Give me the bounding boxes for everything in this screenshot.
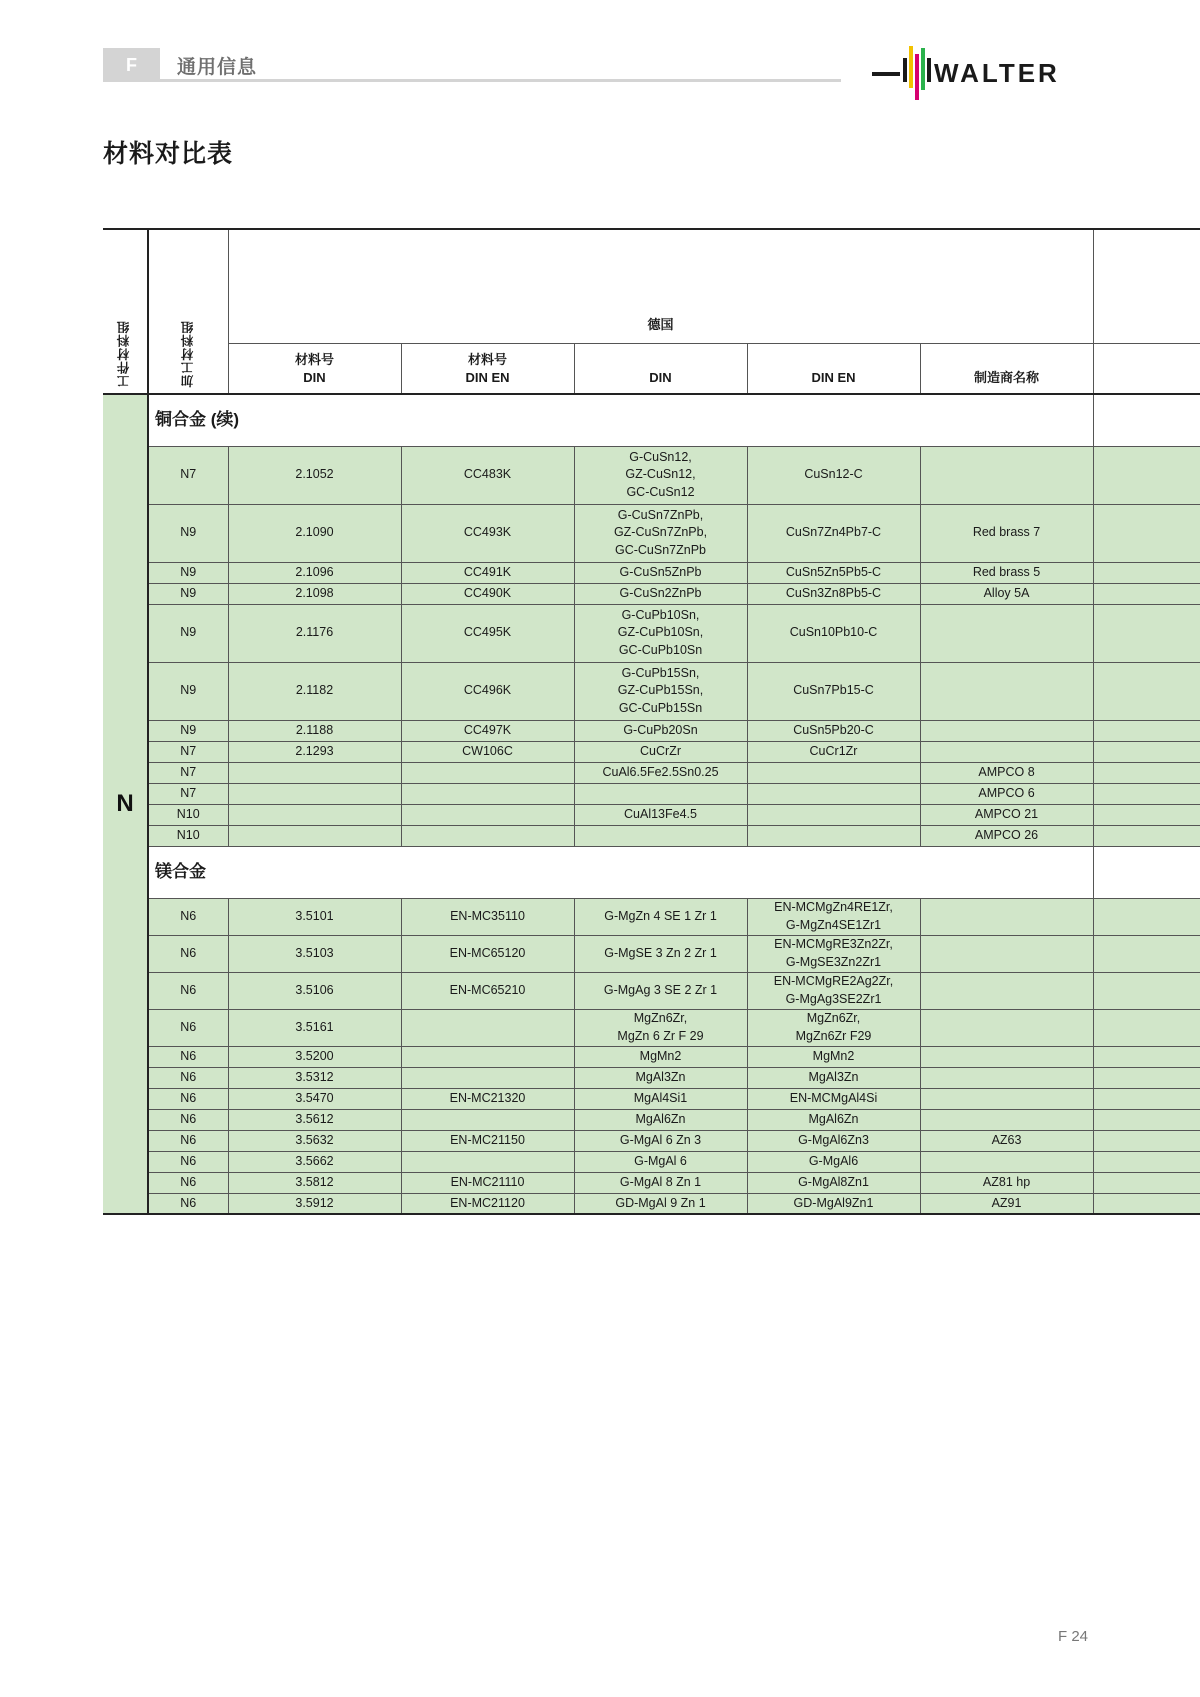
din-en-cell: CuSn10Pb10-C xyxy=(747,604,920,662)
manufacturer-cell xyxy=(920,604,1093,662)
material-group-cell: N9 xyxy=(148,583,228,604)
table-row xyxy=(103,720,1200,741)
next-country-cell xyxy=(1093,1151,1200,1172)
next-country-cell xyxy=(1093,804,1200,825)
next-country-subheader xyxy=(1093,343,1200,394)
manufacturer-cell xyxy=(920,1009,1093,1046)
din-en-number-cell: CC490K xyxy=(401,583,574,604)
manufacturer-cell: Red brass 5 xyxy=(920,562,1093,583)
din-cell: MgMn2 xyxy=(574,1046,747,1067)
next-country-cell xyxy=(1093,1046,1200,1067)
material-group-cell: N6 xyxy=(148,1130,228,1151)
page-number: F 24 xyxy=(1058,1628,1089,1645)
next-country-cell xyxy=(1093,446,1200,504)
next-country-cell xyxy=(1093,1067,1200,1088)
material-group-cell: N7 xyxy=(148,446,228,504)
material-group-cell: N6 xyxy=(148,1088,228,1109)
table-row xyxy=(103,1151,1200,1172)
din-cell: MgAl4Si1 xyxy=(574,1088,747,1109)
din-en-number-cell: EN-MC21120 xyxy=(401,1193,574,1214)
din-number-cell: 2.1176 xyxy=(228,604,401,662)
din-en-number-cell: EN-MC35110 xyxy=(401,898,574,935)
manufacturer-cell xyxy=(920,1046,1093,1067)
next-country-cell xyxy=(1093,562,1200,583)
manufacturer-cell: Alloy 5A xyxy=(920,583,1093,604)
din-number-cell: 3.5662 xyxy=(228,1151,401,1172)
manufacturer-cell xyxy=(920,1067,1093,1088)
din-cell: G-MgAl 6 xyxy=(574,1151,747,1172)
material-group-cell: N9 xyxy=(148,604,228,662)
din-en-cell: EN-MCMgAl4Si xyxy=(747,1088,920,1109)
next-country-cell xyxy=(1093,662,1200,720)
din-cell: CuAl13Fe4.5 xyxy=(574,804,747,825)
walter-logo xyxy=(872,44,1102,102)
next-country-cell xyxy=(1093,583,1200,604)
table-row xyxy=(103,1130,1200,1151)
section-row xyxy=(103,846,1200,898)
next-country-cell xyxy=(1093,504,1200,562)
din-en-cell: MgMn2 xyxy=(747,1046,920,1067)
table-row xyxy=(103,741,1200,762)
din-cell: G-CuPb15Sn, GZ-CuPb15Sn, GC-CuPb15Sn xyxy=(574,662,747,720)
material-group-cell: N7 xyxy=(148,741,228,762)
din-en-cell: MgAl6Zn xyxy=(747,1109,920,1130)
table-row xyxy=(103,1172,1200,1193)
din-cell: CuAl6.5Fe2.5Sn0.25 xyxy=(574,762,747,783)
manufacturer-cell xyxy=(920,446,1093,504)
next-country-cell xyxy=(1093,1009,1200,1046)
din-number-cell: 3.5632 xyxy=(228,1130,401,1151)
table-row xyxy=(103,583,1200,604)
section-title-cell: 铜合金 (续) xyxy=(148,394,1093,446)
material-group-cell: N6 xyxy=(148,1151,228,1172)
manufacturer-cell: AMPCO 21 xyxy=(920,804,1093,825)
manufacturer-cell xyxy=(920,898,1093,935)
din-en-cell: MgZn6Zr, MgZn6Zr F29 xyxy=(747,1009,920,1046)
table-row xyxy=(103,1046,1200,1067)
material-group-cell: N9 xyxy=(148,662,228,720)
manufacturer-cell xyxy=(920,972,1093,1009)
material-group-cell: N6 xyxy=(148,935,228,972)
din-cell: G-MgSE 3 Zn 2 Zr 1 xyxy=(574,935,747,972)
din-en-number-cell: CC495K xyxy=(401,604,574,662)
manufacturer-cell: AMPCO 8 xyxy=(920,762,1093,783)
din-cell: G-MgAl 8 Zn 1 xyxy=(574,1172,747,1193)
material-group-cell: N9 xyxy=(148,562,228,583)
manufacturer-cell: AZ81 hp xyxy=(920,1172,1093,1193)
manufacturer-cell xyxy=(920,1151,1093,1172)
din-number-cell: 3.5200 xyxy=(228,1046,401,1067)
din-number-cell: 3.5161 xyxy=(228,1009,401,1046)
din-number-cell: 3.5103 xyxy=(228,935,401,972)
din-en-cell: CuSn12-C xyxy=(747,446,920,504)
din-number-cell: 2.1090 xyxy=(228,504,401,562)
din-en-cell: CuSn3Zn8Pb5-C xyxy=(747,583,920,604)
din-en-cell: CuSn7Zn4Pb7-C xyxy=(747,504,920,562)
din-en-cell: CuCr1Zr xyxy=(747,741,920,762)
manufacturer-cell xyxy=(920,741,1093,762)
din-cell: MgAl3Zn xyxy=(574,1067,747,1088)
next-country-cell xyxy=(1093,783,1200,804)
next-country-header xyxy=(1093,229,1200,343)
group-header: 工件材料组 xyxy=(103,229,148,394)
table-row xyxy=(103,1088,1200,1109)
next-country-cell xyxy=(1093,741,1200,762)
din-en-cell: G-MgAl8Zn1 xyxy=(747,1172,920,1193)
din-en-cell xyxy=(747,804,920,825)
column-header: 材料号 DIN EN xyxy=(401,343,574,394)
din-number-cell: 2.1096 xyxy=(228,562,401,583)
table-row xyxy=(103,504,1200,562)
section-blank-cell xyxy=(1093,394,1200,446)
column-header: 制造商名称 xyxy=(920,343,1093,394)
din-number-cell xyxy=(228,783,401,804)
din-en-cell: GD-MgAl9Zn1 xyxy=(747,1193,920,1214)
din-number-cell: 2.1098 xyxy=(228,583,401,604)
table-row xyxy=(103,762,1200,783)
material-group-cell: N6 xyxy=(148,1172,228,1193)
next-country-cell xyxy=(1093,898,1200,935)
country-header: 德国 xyxy=(228,229,1093,343)
material-group-cell: N9 xyxy=(148,720,228,741)
din-cell xyxy=(574,783,747,804)
din-en-cell xyxy=(747,762,920,783)
next-country-cell xyxy=(1093,1088,1200,1109)
column-header: 材料号 DIN xyxy=(228,343,401,394)
din-en-cell xyxy=(747,825,920,846)
next-country-cell xyxy=(1093,1109,1200,1130)
din-number-cell: 3.5106 xyxy=(228,972,401,1009)
din-en-number-cell xyxy=(401,1046,574,1067)
material-comparison-table xyxy=(103,228,1200,1215)
din-number-cell xyxy=(228,825,401,846)
din-en-number-cell: EN-MC65120 xyxy=(401,935,574,972)
next-country-cell xyxy=(1093,935,1200,972)
din-en-number-cell: CW106C xyxy=(401,741,574,762)
material-group-cell: N7 xyxy=(148,762,228,783)
material-group-cell: N6 xyxy=(148,1193,228,1214)
section-row xyxy=(103,394,1200,446)
din-number-cell: 3.5912 xyxy=(228,1193,401,1214)
table-row xyxy=(103,446,1200,504)
material-group-cell: N10 xyxy=(148,804,228,825)
din-cell: G-CuSn5ZnPb xyxy=(574,562,747,583)
section-title-cell: 镁合金 xyxy=(148,846,1093,898)
din-en-number-cell xyxy=(401,1151,574,1172)
table-row xyxy=(103,604,1200,662)
material-group-cell: N9 xyxy=(148,504,228,562)
din-number-cell: 3.5470 xyxy=(228,1088,401,1109)
din-en-number-cell xyxy=(401,762,574,783)
din-number-cell: 2.1293 xyxy=(228,741,401,762)
manufacturer-cell xyxy=(920,1088,1093,1109)
manufacturer-cell: AMPCO 26 xyxy=(920,825,1093,846)
material-group-cell: N6 xyxy=(148,1046,228,1067)
din-en-number-cell xyxy=(401,825,574,846)
material-group-cell: N6 xyxy=(148,1109,228,1130)
column-header: DIN EN xyxy=(747,343,920,394)
din-en-cell: MgAl3Zn xyxy=(747,1067,920,1088)
din-en-cell: CuSn7Pb15-C xyxy=(747,662,920,720)
din-cell: G-MgZn 4 SE 1 Zr 1 xyxy=(574,898,747,935)
next-country-cell xyxy=(1093,1172,1200,1193)
din-en-cell: G-MgAl6Zn3 xyxy=(747,1130,920,1151)
din-en-cell xyxy=(747,783,920,804)
section-title: 通用信息 xyxy=(177,57,258,78)
din-number-cell xyxy=(228,804,401,825)
logo-wordmark: WALTER xyxy=(934,58,1060,88)
material-group-cell: N6 xyxy=(148,898,228,935)
table-row xyxy=(103,562,1200,583)
din-en-number-cell: EN-MC21320 xyxy=(401,1088,574,1109)
group-letter-cell: N xyxy=(103,394,148,1214)
manufacturer-cell: AMPCO 6 xyxy=(920,783,1093,804)
header-rule xyxy=(103,79,841,82)
din-en-number-cell: EN-MC21150 xyxy=(401,1130,574,1151)
manufacturer-cell xyxy=(920,1109,1093,1130)
table-row xyxy=(103,935,1200,972)
din-en-number-cell: CC483K xyxy=(401,446,574,504)
din-en-cell: CuSn5Pb20-C xyxy=(747,720,920,741)
din-number-cell: 3.5812 xyxy=(228,1172,401,1193)
din-cell: G-CuPb20Sn xyxy=(574,720,747,741)
din-cell: G-CuSn7ZnPb, GZ-CuSn7ZnPb, GC-CuSn7ZnPb xyxy=(574,504,747,562)
din-cell: MgAl6Zn xyxy=(574,1109,747,1130)
manufacturer-cell xyxy=(920,720,1093,741)
next-country-cell xyxy=(1093,720,1200,741)
din-en-number-cell: CC496K xyxy=(401,662,574,720)
din-cell: G-MgAl 6 Zn 3 xyxy=(574,1130,747,1151)
din-number-cell: 3.5101 xyxy=(228,898,401,935)
section-tab: F xyxy=(103,48,160,82)
din-cell: CuCrZr xyxy=(574,741,747,762)
din-cell: G-CuPb10Sn, GZ-CuPb10Sn, GC-CuPb10Sn xyxy=(574,604,747,662)
table-row xyxy=(103,972,1200,1009)
din-cell xyxy=(574,825,747,846)
din-number-cell: 2.1188 xyxy=(228,720,401,741)
din-en-number-cell xyxy=(401,783,574,804)
din-en-number-cell xyxy=(401,1009,574,1046)
din-cell: MgZn6Zr, MgZn 6 Zr F 29 xyxy=(574,1009,747,1046)
din-number-cell: 3.5312 xyxy=(228,1067,401,1088)
subgroup-header: 加工材料组 xyxy=(148,229,228,394)
table-row xyxy=(103,804,1200,825)
din-en-cell: G-MgAl6 xyxy=(747,1151,920,1172)
material-group-cell: N10 xyxy=(148,825,228,846)
din-en-number-cell: CC493K xyxy=(401,504,574,562)
material-group-cell: N6 xyxy=(148,1067,228,1088)
din-en-number-cell: EN-MC65210 xyxy=(401,972,574,1009)
material-group-cell: N7 xyxy=(148,783,228,804)
table-row xyxy=(103,662,1200,720)
next-country-cell xyxy=(1093,972,1200,1009)
manufacturer-cell xyxy=(920,935,1093,972)
din-number-cell xyxy=(228,762,401,783)
din-en-cell: EN-MCMgRE2Ag2Zr, G-MgAg3SE2Zr1 xyxy=(747,972,920,1009)
din-en-number-cell: CC497K xyxy=(401,720,574,741)
next-country-cell xyxy=(1093,1193,1200,1214)
material-group-cell: N6 xyxy=(148,972,228,1009)
table-row xyxy=(103,783,1200,804)
page-title: 材料对比表 xyxy=(103,140,234,168)
din-en-number-cell xyxy=(401,1067,574,1088)
manufacturer-cell: AZ63 xyxy=(920,1130,1093,1151)
din-cell: G-CuSn2ZnPb xyxy=(574,583,747,604)
manufacturer-cell xyxy=(920,662,1093,720)
next-country-cell xyxy=(1093,604,1200,662)
material-group-cell: N6 xyxy=(148,1009,228,1046)
din-en-number-cell: CC491K xyxy=(401,562,574,583)
din-cell: G-MgAg 3 SE 2 Zr 1 xyxy=(574,972,747,1009)
section-blank-cell xyxy=(1093,846,1200,898)
table-row xyxy=(103,1067,1200,1088)
din-en-cell: CuSn5Zn5Pb5-C xyxy=(747,562,920,583)
table-row xyxy=(103,898,1200,935)
table-row xyxy=(103,1109,1200,1130)
column-header: DIN xyxy=(574,343,747,394)
din-en-number-cell xyxy=(401,804,574,825)
din-cell: G-CuSn12, GZ-CuSn12, GC-CuSn12 xyxy=(574,446,747,504)
material-table-container xyxy=(103,228,1200,1215)
next-country-cell xyxy=(1093,1130,1200,1151)
din-number-cell: 2.1052 xyxy=(228,446,401,504)
din-cell: GD-MgAl 9 Zn 1 xyxy=(574,1193,747,1214)
next-country-cell xyxy=(1093,762,1200,783)
manufacturer-cell: AZ91 xyxy=(920,1193,1093,1214)
table-row xyxy=(103,1193,1200,1214)
din-en-number-cell xyxy=(401,1109,574,1130)
din-en-number-cell: EN-MC21110 xyxy=(401,1172,574,1193)
din-number-cell: 2.1182 xyxy=(228,662,401,720)
din-number-cell: 3.5612 xyxy=(228,1109,401,1130)
table-row xyxy=(103,825,1200,846)
din-en-cell: EN-MCMgRE3Zn2Zr, G-MgSE3Zn2Zr1 xyxy=(747,935,920,972)
din-en-cell: EN-MCMgZn4RE1Zr, G-MgZn4SE1Zr1 xyxy=(747,898,920,935)
manufacturer-cell: Red brass 7 xyxy=(920,504,1093,562)
next-country-cell xyxy=(1093,825,1200,846)
table-row xyxy=(103,1009,1200,1046)
